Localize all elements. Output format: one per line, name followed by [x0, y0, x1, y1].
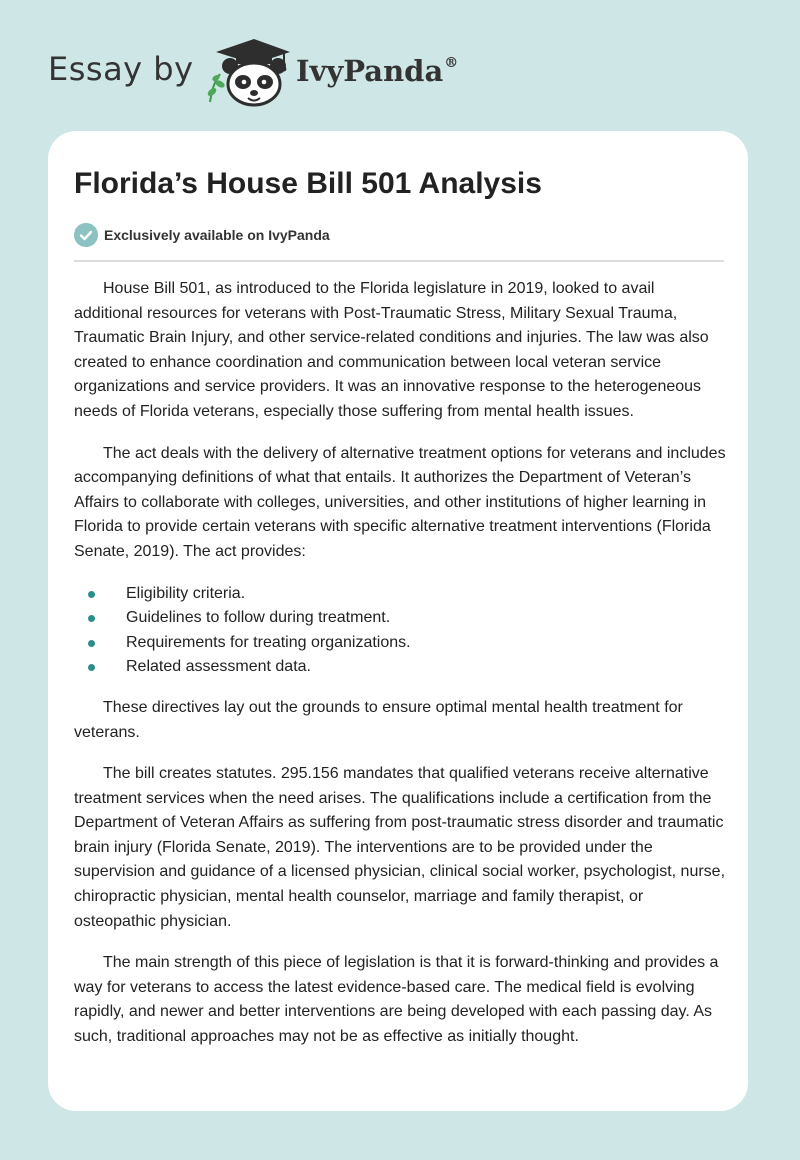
page-title: Florida’s House Bill 501 Analysis [74, 167, 542, 200]
bullet-icon [88, 591, 95, 598]
list-item [74, 655, 726, 680]
essay-card [48, 131, 748, 1111]
paragraph: The main strength of this piece of legislation is that it is forward-thinking and provides a way for veterans to access the latest evidence-based care. The medical field is evolving rapidly, and newer and better interventions are being developed with each passing day. As such, traditional approaches may not be as effective as initially thought. [74, 954, 719, 1046]
essay-body [74, 277, 726, 1067]
exclusive-badge-label: Exclusively available on IvyPanda [104, 227, 330, 243]
list-item [74, 631, 726, 656]
registered-mark: ® [444, 55, 459, 71]
brand-name: IvyPanda [296, 54, 444, 88]
paragraph: The act deals with the delivery of alternative treatment options for veterans and includes accompanying definitions of what that entails. It authorizes the Department of Veteran’s Affairs to collaborate with colleges, universities, and other institutions of higher learning in Florida to provide certain veterans with specific alternative treatment interventions (Florida Senate, 2019). The act provides: [74, 444, 726, 560]
provisions-list [74, 582, 726, 680]
list-item-text: Guidelines to follow during treatment. [126, 609, 391, 627]
bullet-icon [88, 615, 95, 622]
title-divider [74, 260, 724, 262]
paragraph: House Bill 501, as introduced to the Florida legislature in 2019, looked to avail additional resources for veterans with Post-Traumatic Stress, Military Sexual Trauma, Traumatic Brain Injury, and other service-related conditions and injuries. The law was also created to enhance coordination and communication between local veteran service organizations and service providers. It was an innovative response to the heterogeneous needs of Florida veterans, especially those suffering from mental health issues. [74, 280, 709, 420]
list-item [74, 606, 726, 631]
bullet-icon [88, 640, 95, 647]
paragraph: These directives lay out the grounds to ensure optimal mental health treatment for veterans. [74, 698, 683, 741]
list-item [74, 582, 726, 607]
brand-logo-text[interactable] [296, 54, 458, 88]
essay-by-label: Essay by [48, 50, 194, 88]
bullet-icon [88, 664, 95, 671]
panda-graduate-icon [200, 36, 290, 108]
list-item-text: Eligibility criteria. [126, 584, 246, 602]
check-circle-icon [74, 223, 98, 247]
site-header [48, 36, 748, 108]
list-item-text: Requirements for treating organizations. [126, 633, 411, 651]
list-item-text: Related assessment data. [126, 658, 311, 676]
paragraph: The bill creates statutes. 295.156 mandates that qualified veterans receive alternative treatment services when the need arises. The qualifications include a certification from the Department of Veteran Affairs as suffering from post-traumatic stress disorder and traumatic brain injury (Florida Senate, 2019). The interventions are to be provided under the supervision and guidance of a licensed physician, clinical social worker, psychologist, nurse, chiropractic physician, mental health counselor, marriage and family therapist, or osteopathic physician. [74, 765, 726, 930]
